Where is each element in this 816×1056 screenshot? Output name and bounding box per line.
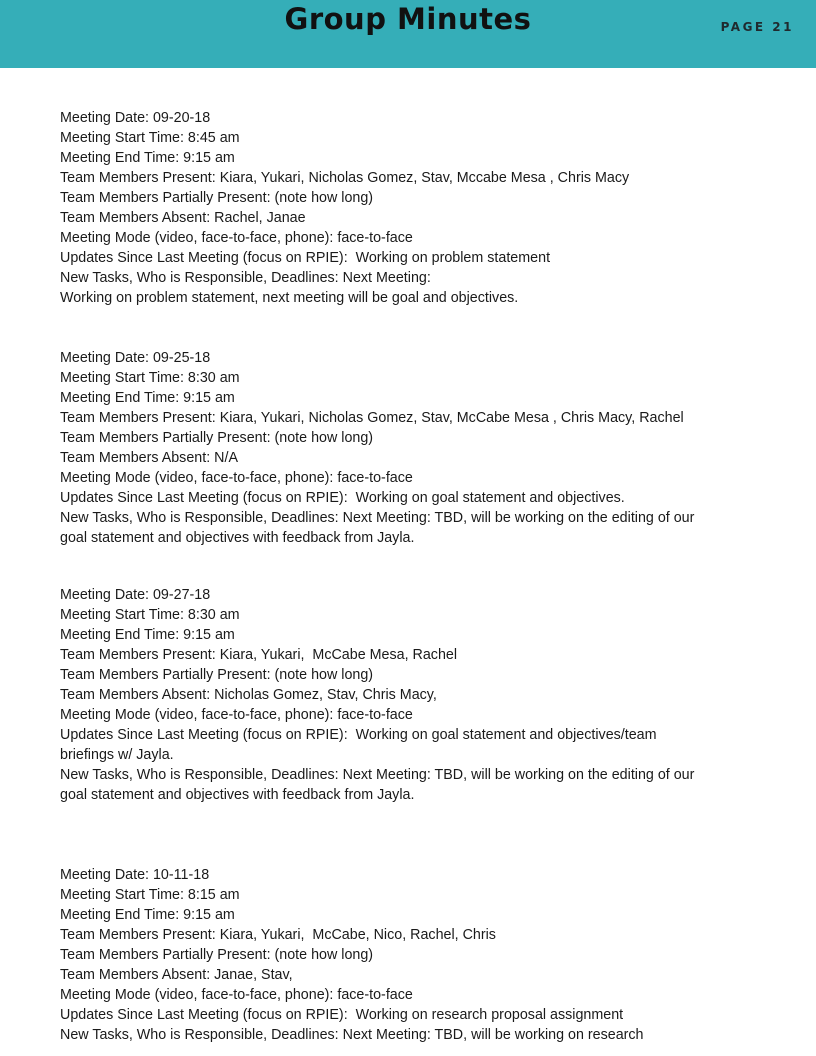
updates-since-last: Updates Since Last Meeting (focus on RPIE): Working on goal statement and objectives/team (60, 727, 657, 743)
members-partially-present: Team Members Partially Present: (note how long) (60, 947, 374, 963)
new-tasks-continued: goal statement and objectives with feedback from Jayla. (60, 787, 415, 803)
header-banner (0, 0, 816, 68)
meeting-date: Meeting Date: 09-25-18 (60, 350, 211, 366)
new-tasks-continued: Working on problem statement, next meeting will be goal and objectives. (60, 290, 519, 306)
members-present: Team Members Present: Kiara, Yukari, Nicholas Gomez, Stav, Mccabe Mesa , Chris Macy (60, 170, 630, 186)
meeting-start-time: Meeting Start Time: 8:30 am (60, 607, 240, 623)
members-partially-present: Team Members Partially Present: (note how long) (60, 667, 374, 683)
updates-since-last: Updates Since Last Meeting (focus on RPIE): Working on problem statement (60, 250, 551, 266)
meeting-entry-1 (60, 108, 776, 308)
updates-continued: briefings w/ Jayla. (60, 747, 174, 763)
updates-since-last: Updates Since Last Meeting (focus on RPIE): Working on research proposal assignment (60, 1007, 624, 1023)
meeting-start-time: Meeting Start Time: 8:45 am (60, 130, 240, 146)
meeting-mode: Meeting Mode (video, face-to-face, phone): face-to-face (60, 707, 413, 723)
meeting-end-time: Meeting End Time: 9:15 am (60, 907, 235, 923)
spacer (60, 548, 776, 585)
minutes-body (60, 108, 776, 1045)
members-absent: Team Members Absent: N/A (60, 450, 238, 466)
new-tasks-continued: goal statement and objectives with feedback from Jayla. (60, 530, 415, 546)
meeting-start-time: Meeting Start Time: 8:30 am (60, 370, 240, 386)
page-title: Group Minutes (284, 2, 532, 36)
meeting-entry-3 (60, 585, 776, 805)
new-tasks: New Tasks, Who is Responsible, Deadlines: Next Meeting: TBD, will be working on research (60, 1027, 644, 1043)
members-partially-present: Team Members Partially Present: (note how long) (60, 430, 374, 446)
new-tasks: New Tasks, Who is Responsible, Deadlines: Next Meeting: (60, 270, 431, 286)
members-present: Team Members Present: Kiara, Yukari, McCabe Mesa, Rachel (60, 647, 458, 663)
meeting-end-time: Meeting End Time: 9:15 am (60, 150, 235, 166)
members-absent: Team Members Absent: Janae, Stav, (60, 967, 293, 983)
meeting-entry-4 (60, 865, 776, 1045)
new-tasks: New Tasks, Who is Responsible, Deadlines: Next Meeting: TBD, will be working on the editing of our (60, 767, 695, 783)
meeting-mode: Meeting Mode (video, face-to-face, phone): face-to-face (60, 987, 413, 1003)
meeting-date: Meeting Date: 09-27-18 (60, 587, 211, 603)
members-absent: Team Members Absent: Rachel, Janae (60, 210, 306, 226)
page-number: PAGE 21 (720, 20, 794, 34)
members-absent: Team Members Absent: Nicholas Gomez, Stav, Chris Macy, (60, 687, 437, 703)
meeting-date: Meeting Date: 10-11-18 (60, 867, 210, 883)
spacer (60, 308, 776, 348)
members-present: Team Members Present: Kiara, Yukari, Nicholas Gomez, Stav, McCabe Mesa , Chris Macy, Rachel (60, 410, 684, 426)
spacer (60, 805, 776, 865)
meeting-date: Meeting Date: 09-20-18 (60, 110, 211, 126)
meeting-start-time: Meeting Start Time: 8:15 am (60, 887, 240, 903)
meeting-mode: Meeting Mode (video, face-to-face, phone): face-to-face (60, 470, 413, 486)
members-present: Team Members Present: Kiara, Yukari, McCabe, Nico, Rachel, Chris (60, 927, 496, 943)
new-tasks: New Tasks, Who is Responsible, Deadlines: Next Meeting: TBD, will be working on the editing of our (60, 510, 695, 526)
meeting-end-time: Meeting End Time: 9:15 am (60, 627, 235, 643)
members-partially-present: Team Members Partially Present: (note how long) (60, 190, 374, 206)
meeting-end-time: Meeting End Time: 9:15 am (60, 390, 235, 406)
updates-since-last: Updates Since Last Meeting (focus on RPIE): Working on goal statement and objectives. (60, 490, 625, 506)
meeting-mode: Meeting Mode (video, face-to-face, phone): face-to-face (60, 230, 413, 246)
meeting-entry-2 (60, 348, 776, 548)
